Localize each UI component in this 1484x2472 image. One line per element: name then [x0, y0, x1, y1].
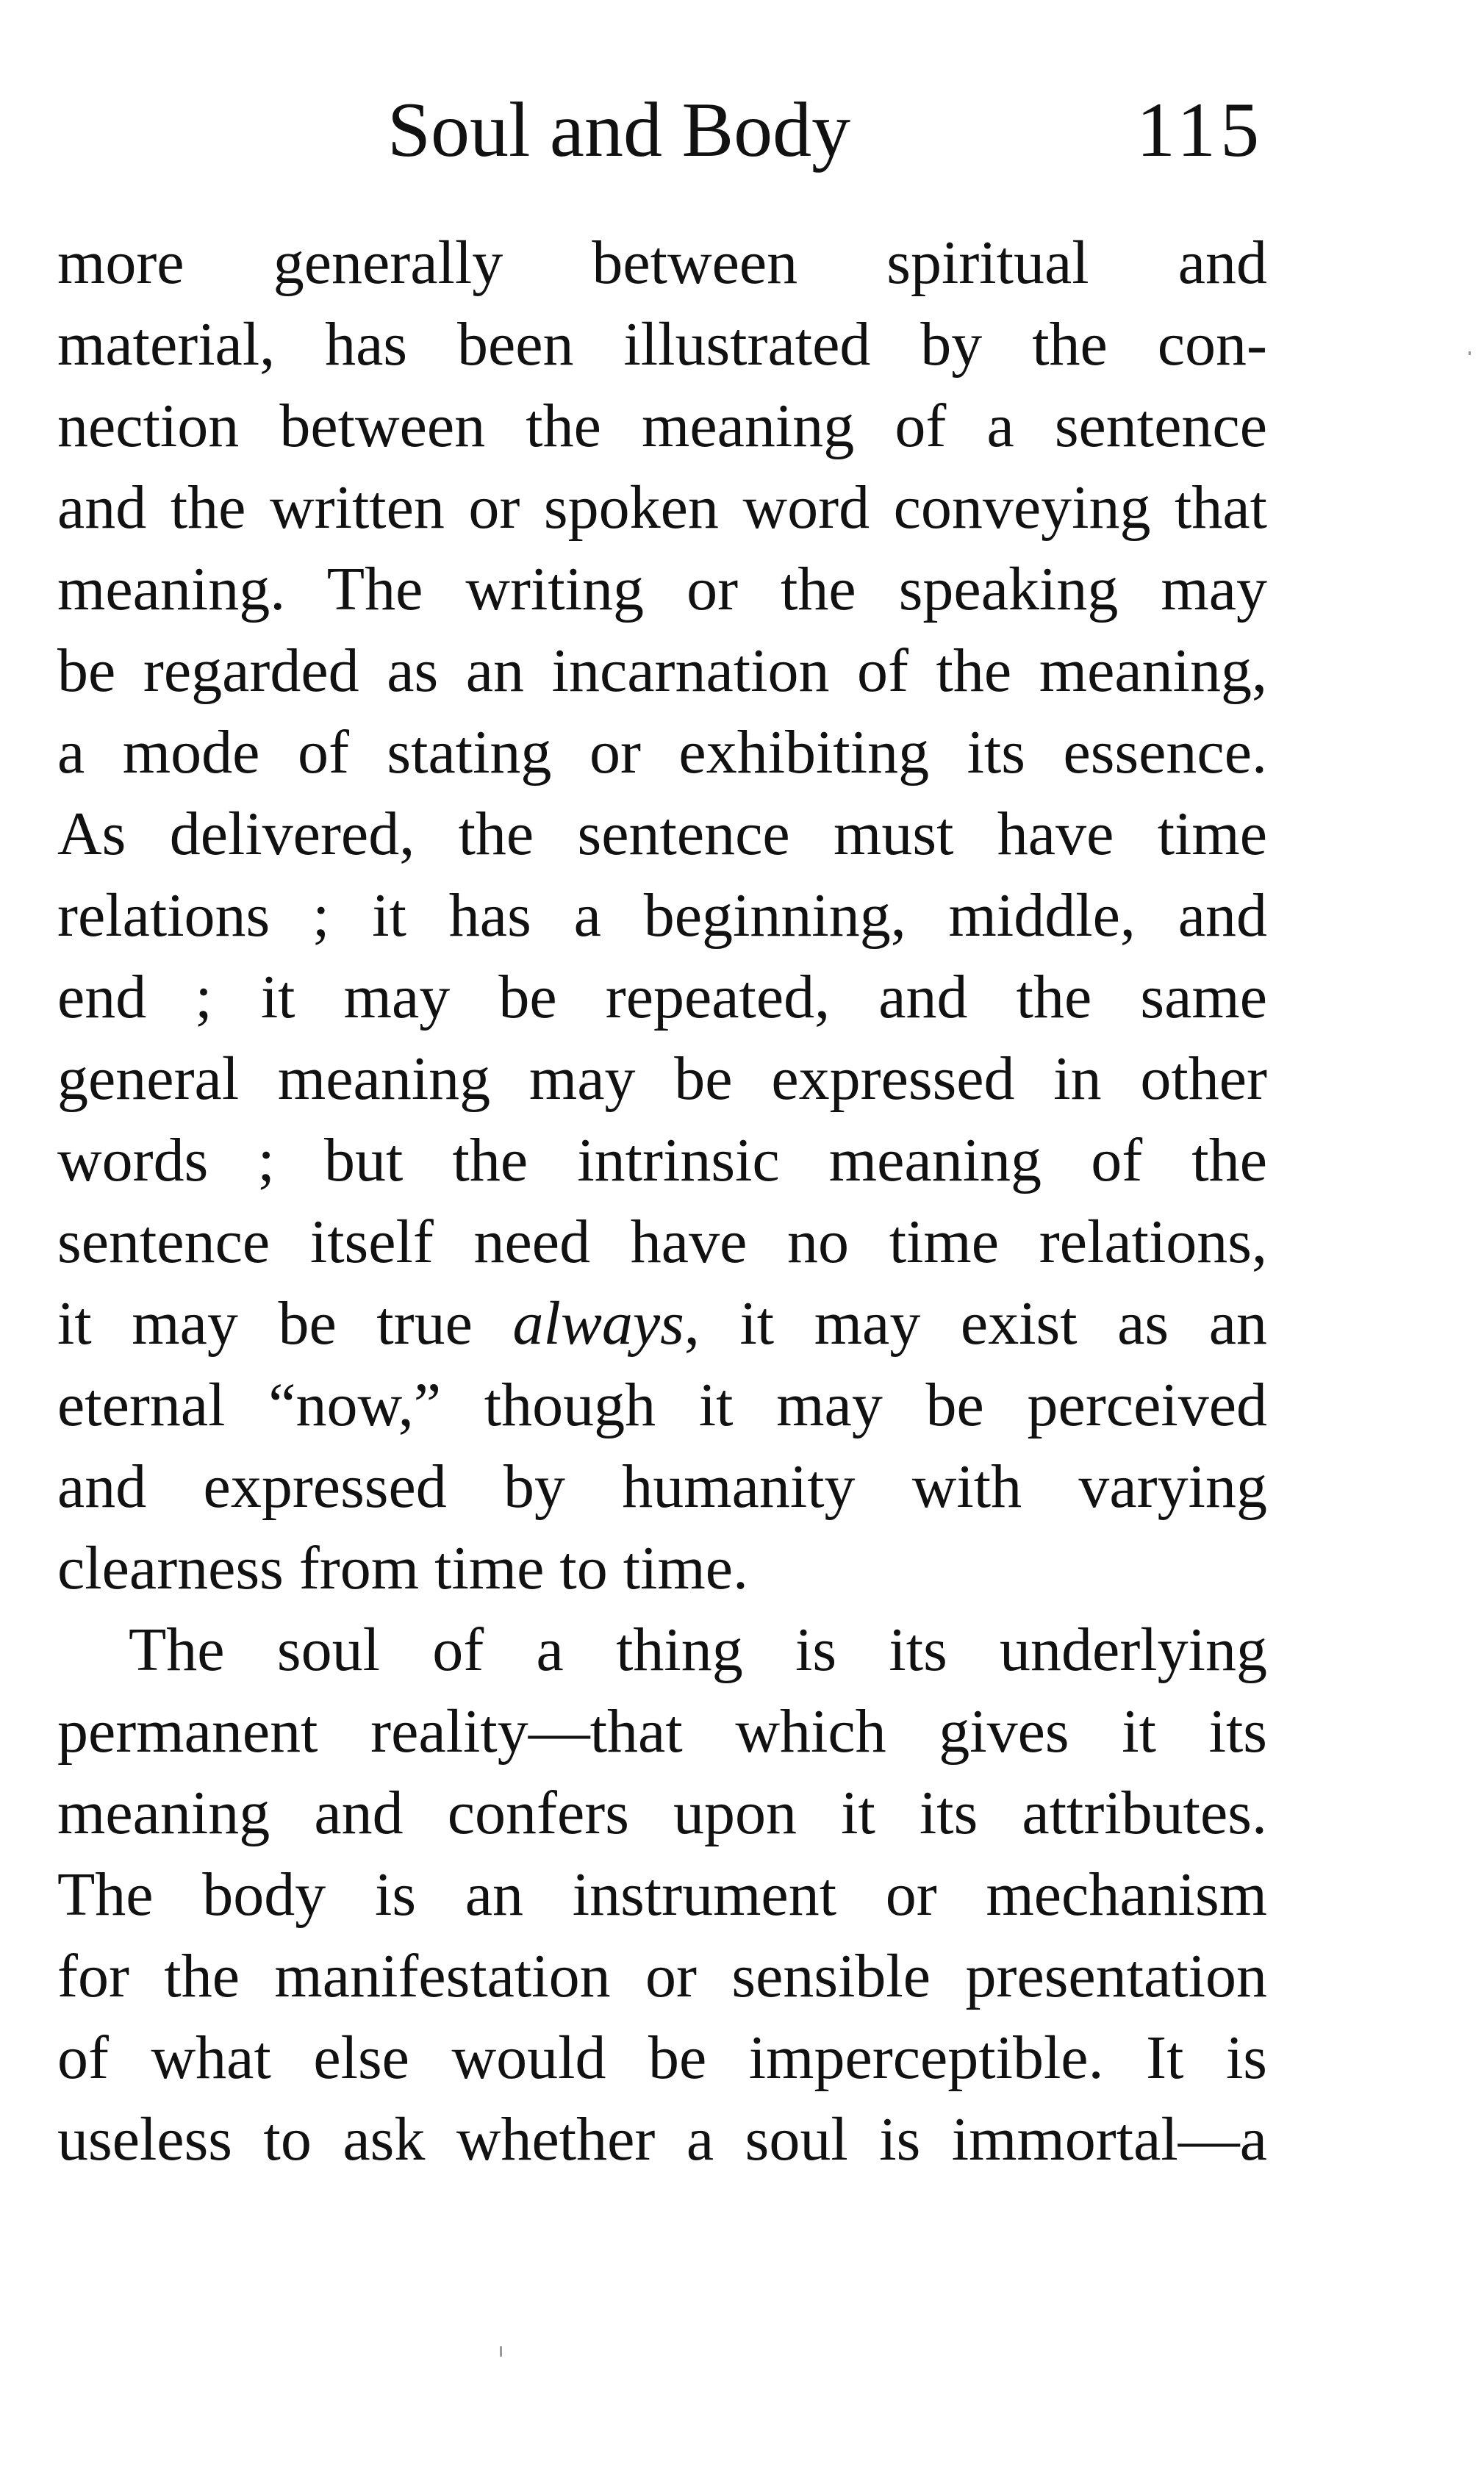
text-line: be regarded as an incarnation of the meaning, — [57, 637, 1267, 705]
scan-speck — [1469, 351, 1471, 355]
text-line: useless to ask whether a soul is immortal—a — [57, 2105, 1267, 2174]
emphasized-word: always — [512, 1289, 684, 1358]
text-line-with-emphasis — [57, 1283, 1267, 1364]
text-line: eternal “now,” though it may be perceived — [57, 1371, 1267, 1439]
page-number: 115 — [1136, 87, 1264, 173]
text-line: The body is an instrument or mechanism — [57, 1860, 1267, 1929]
text-line: for the manifestation or sensible presentation — [57, 1942, 1267, 2010]
text-line: clearness from time to time. — [57, 1534, 749, 1602]
text-line: material, has been illustrated by the con- — [57, 310, 1267, 379]
text-line: words ; but the intrinsic meaning of the — [57, 1126, 1267, 1194]
text-line: relations ; it has a beginning, middle, and — [57, 881, 1267, 950]
running-title: Soul and Body — [387, 87, 851, 173]
text-line: As delivered, the sentence must have time — [57, 800, 1267, 868]
text-line: The soul of a thing is its underlying — [129, 1616, 1267, 1684]
text-line: meaning and confers upon it its attributes. — [57, 1779, 1267, 1847]
text-line: a mode of stating or exhibiting its essence. — [57, 718, 1267, 787]
text-line: end ; it may be repeated, and the same — [57, 963, 1267, 1031]
text-line: nection between the meaning of a sentence — [57, 392, 1267, 460]
text-line: general meaning may be expressed in other — [57, 1045, 1267, 1113]
scan-speck — [500, 2346, 502, 2357]
text-line: meaning. The writing or the speaking may — [57, 555, 1267, 623]
body-text — [57, 222, 1267, 2180]
text-fragment: , it may exist as an — [684, 1289, 1267, 1358]
paragraph-2 — [57, 1609, 1267, 2180]
text-line: of what else would be imperceptible. It is — [57, 2024, 1267, 2092]
text-line: permanent reality—that which gives it its — [57, 1697, 1267, 1766]
text-fragment: it may be true — [57, 1289, 513, 1358]
text-line: and expressed by humanity with varying — [57, 1452, 1267, 1521]
text-line: more generally between spiritual and — [57, 229, 1267, 297]
paragraph-1 — [57, 222, 1267, 1609]
text-line: sentence itself need have no time relations, — [57, 1208, 1267, 1276]
text-line: and the written or spoken word conveying that — [57, 473, 1267, 542]
page-header — [0, 82, 1484, 185]
